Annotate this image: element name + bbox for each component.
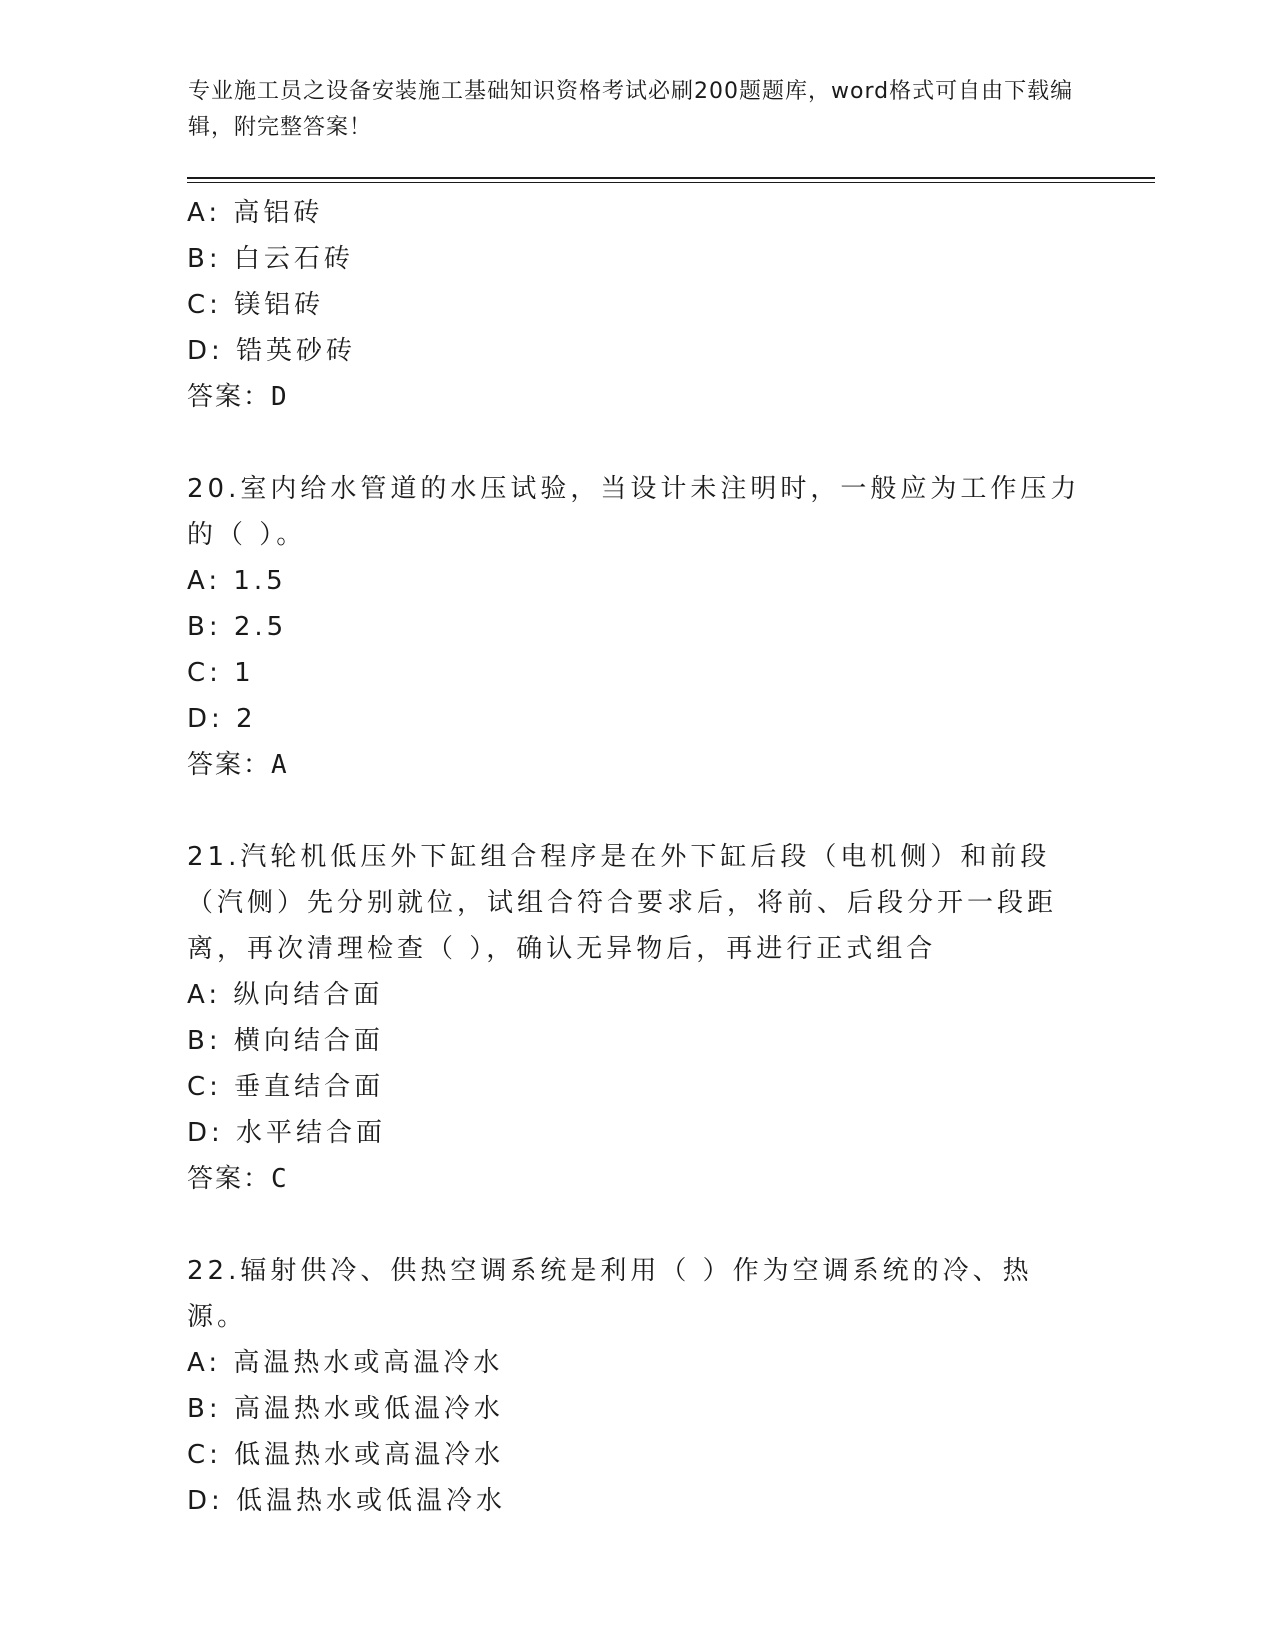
answer-value: D xyxy=(271,382,289,412)
answer-label: 答案： xyxy=(187,1164,272,1194)
option-b: B: 横向结合面 xyxy=(187,1026,384,1056)
question-block xyxy=(187,190,1087,420)
question-block xyxy=(187,834,1087,1202)
answer-label: 答案： xyxy=(187,382,272,412)
option-d: D: 水平结合面 xyxy=(187,1118,387,1148)
question-block xyxy=(187,466,1087,788)
header-divider-thin xyxy=(187,182,1155,183)
answer-value: A xyxy=(271,750,289,780)
answer-label: 答案： xyxy=(187,750,272,780)
question-text: 21.汽轮机低压外下缸组合程序是在外下缸后段（电机侧）和前段（汽侧）先分别就位，试组合符合要求后，将前、后段分开一段距离，再次清理检查（ ），确认无异物后，再进行正式组合 xyxy=(187,842,1058,964)
question-text: 20.室内给水管道的水压试验，当设计未注明时，一般应为工作压力的（ ）。 xyxy=(187,474,1081,550)
document-title: 专业施工员之设备安装施工基础知识资格考试必刷200题题库，word格式可自由下载编辑，附完整答案！ xyxy=(188,79,1074,140)
answer-line xyxy=(187,374,1087,420)
document-header xyxy=(188,74,1088,146)
option-d: D: 2 xyxy=(187,704,257,734)
option-c: C: 垂直结合面 xyxy=(187,1072,385,1102)
option-a: A: 高温热水或高温冷水 xyxy=(187,1348,504,1378)
option-c: C: 低温热水或高温冷水 xyxy=(187,1440,505,1470)
option-b: B: 白云石砖 xyxy=(187,244,354,274)
option-b: B: 2.5 xyxy=(187,612,288,642)
question-text: 22.辐射供冷、供热空调系统是利用（ ）作为空调系统的冷、热源。 xyxy=(187,1256,1033,1332)
option-c: C: 1 xyxy=(187,658,255,688)
option-d: D: 低温热水或低温冷水 xyxy=(187,1486,507,1516)
answer-line xyxy=(187,1156,1087,1202)
answer-line xyxy=(187,742,1087,788)
option-a: A: 高铝砖 xyxy=(187,198,324,228)
option-a: A: 1.5 xyxy=(187,566,287,596)
option-d: D: 锆英砂砖 xyxy=(187,336,357,366)
answer-value: C xyxy=(271,1164,289,1194)
question-block xyxy=(187,1248,1087,1524)
question-list xyxy=(187,190,1087,1524)
header-divider-thick xyxy=(187,177,1155,179)
option-b: B: 高温热水或低温冷水 xyxy=(187,1394,504,1424)
option-a: A: 纵向结合面 xyxy=(187,980,384,1010)
option-c: C: 镁铝砖 xyxy=(187,290,325,320)
